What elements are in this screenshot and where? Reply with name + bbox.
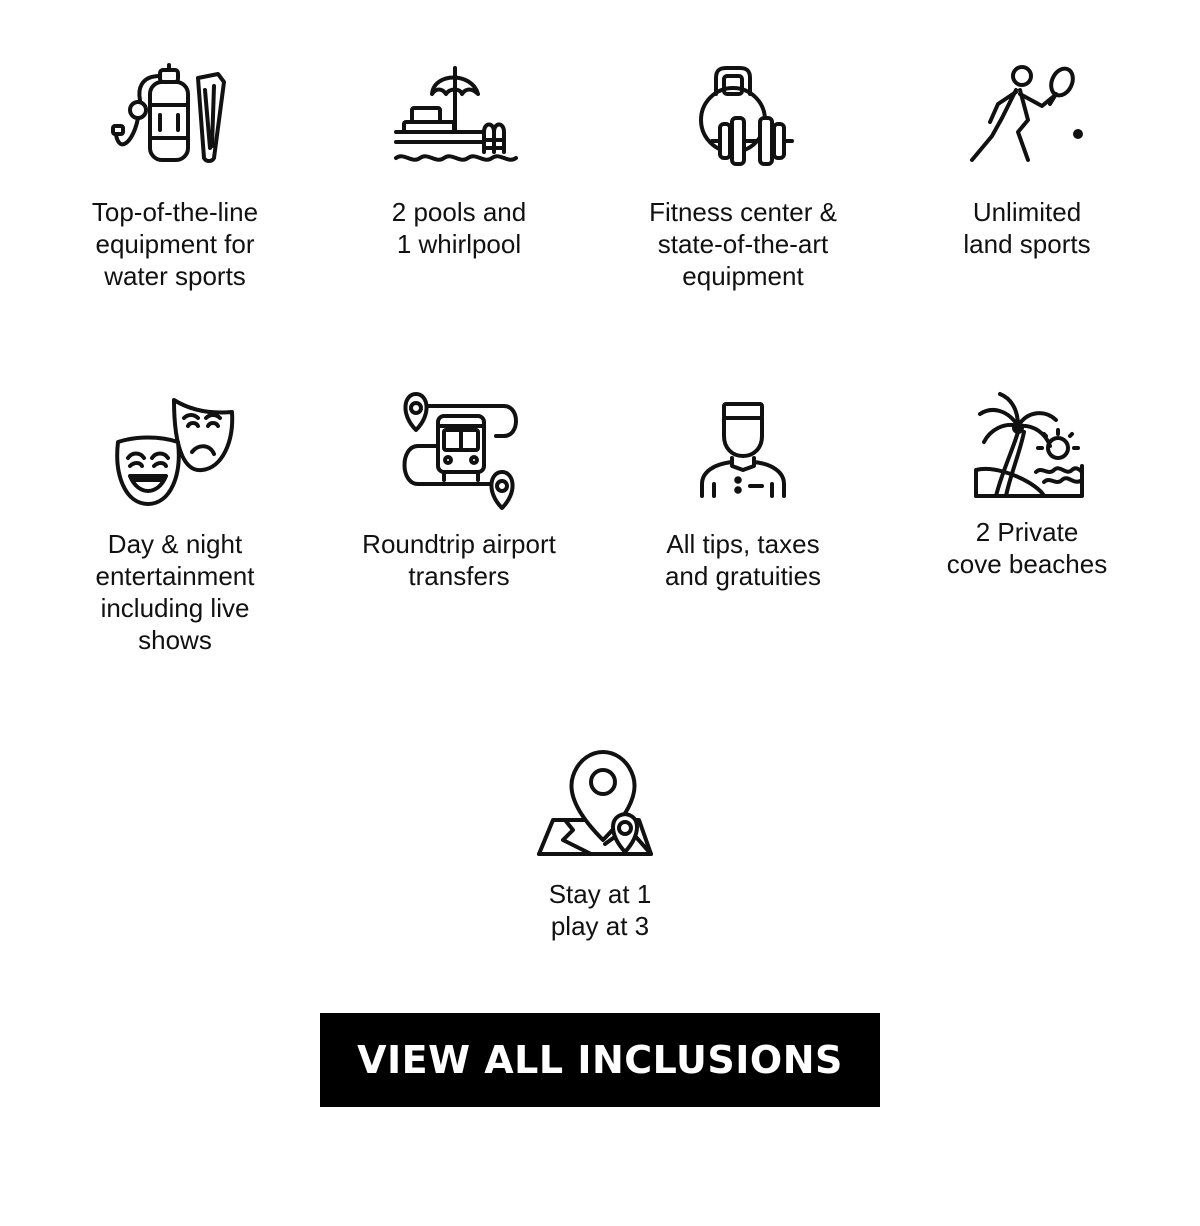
kettlebell-dumbbell-icon	[601, 60, 885, 170]
pool-umbrella-icon	[317, 60, 601, 170]
inclusion-water-sports	[33, 60, 317, 292]
inclusion-label: Fitness center & state-of-the-art equipment	[649, 197, 837, 291]
inclusion-beaches	[885, 392, 1169, 580]
inclusion-land-sports	[885, 60, 1169, 260]
theater-masks-icon	[33, 392, 317, 512]
inclusion-entertainment	[33, 392, 317, 656]
inclusion-label: Unlimited land sports	[963, 197, 1091, 259]
palm-beach-icon	[885, 392, 1169, 502]
inclusion-fitness	[601, 60, 885, 292]
inclusion-label: Stay at 1 play at 3	[548, 879, 652, 941]
view-all-inclusions-button[interactable]: VIEW ALL INCLUSIONS	[320, 1013, 880, 1107]
inclusion-label: Top-of-the-line equipment for water sports	[91, 197, 259, 291]
inclusion-stay-play	[458, 748, 742, 942]
inclusion-label: Roundtrip airport transfers	[362, 529, 556, 591]
scuba-gear-icon	[33, 60, 317, 170]
bus-route-icon	[317, 392, 601, 512]
map-pins-icon	[458, 748, 742, 858]
inclusion-label: 2 Private cove beaches	[946, 517, 1108, 579]
inclusion-label: 2 pools and 1 whirlpool	[391, 197, 527, 259]
inclusion-airport-transfers	[317, 392, 601, 592]
bellhop-icon	[601, 392, 885, 512]
inclusion-label: Day & night entertainment including live shows	[95, 529, 255, 655]
inclusion-tips-taxes	[601, 392, 885, 592]
inclusion-label: All tips, taxes and gratuities	[664, 529, 822, 591]
tennis-player-icon	[885, 60, 1169, 170]
inclusion-pools	[317, 60, 601, 260]
